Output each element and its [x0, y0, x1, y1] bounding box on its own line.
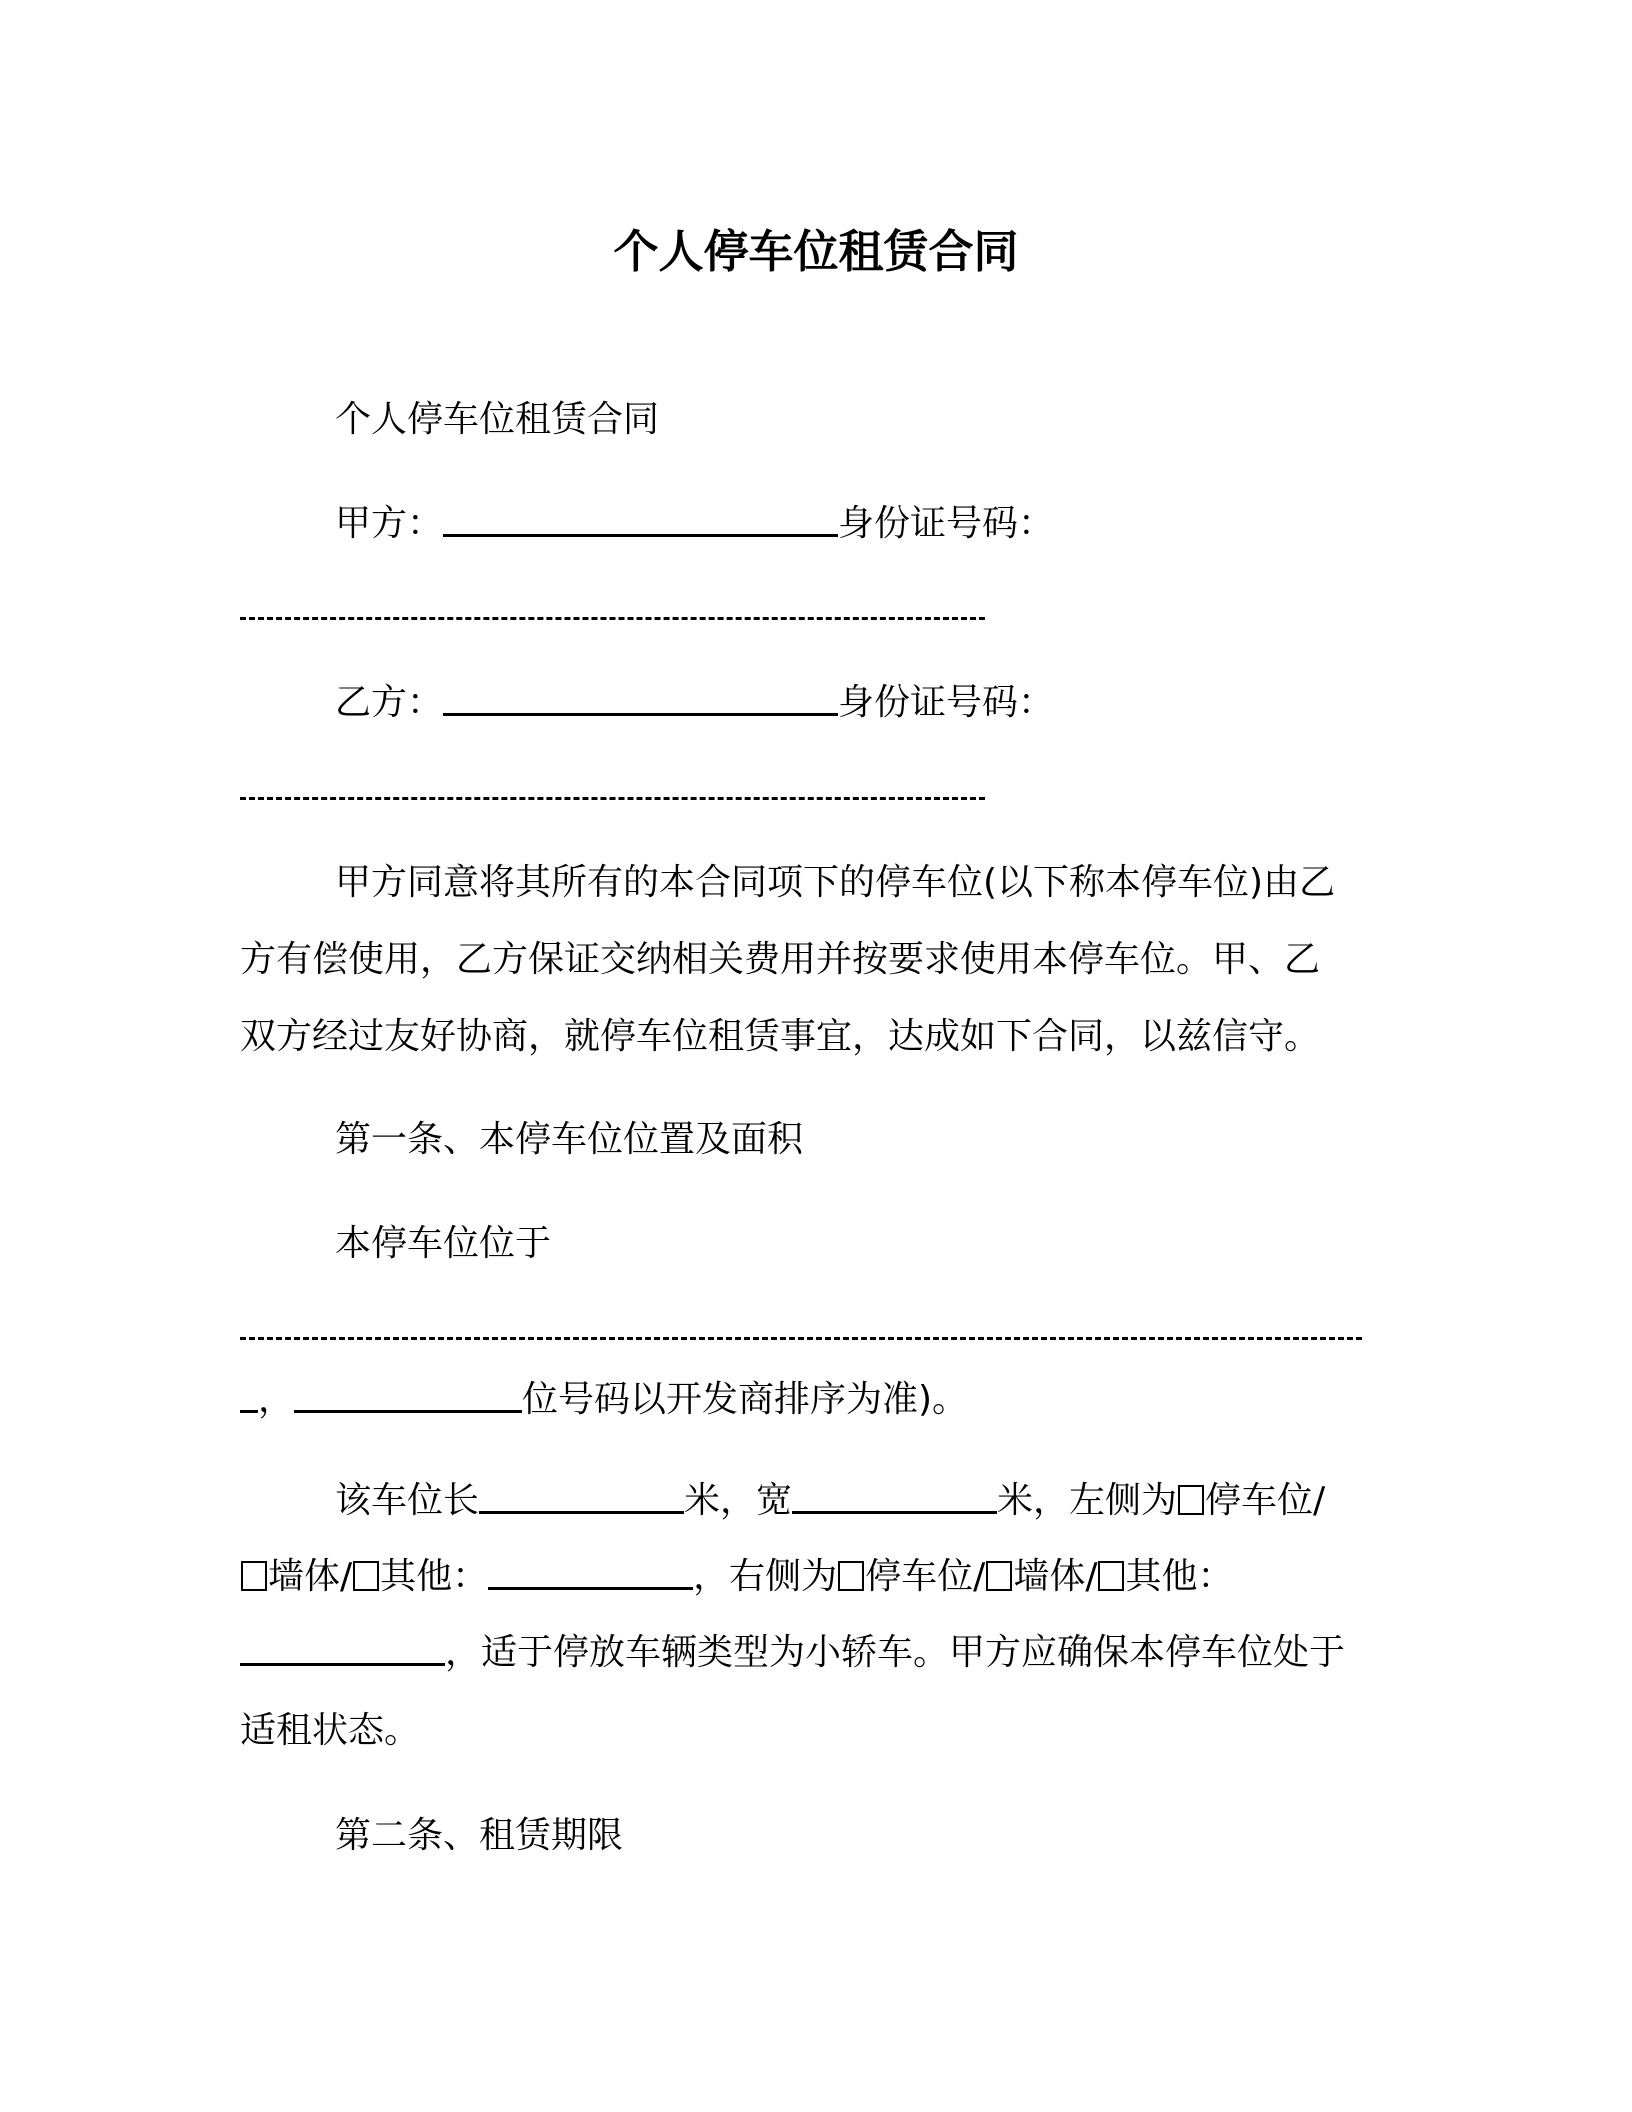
article-1-heading: 第一条、本停车位位置及面积 [335, 1119, 804, 1160]
party-b-line [335, 679, 1054, 727]
party-a-id-blank[interactable] [240, 617, 985, 620]
location-blank[interactable] [240, 1337, 1362, 1340]
location-tail-separator: ， [258, 1379, 295, 1420]
size-line-3 [240, 1629, 1345, 1677]
size-line-4: 适租状态。 [240, 1710, 421, 1751]
left-wall-option: 墙体/ [268, 1556, 353, 1597]
right-other-checkbox[interactable] [1098, 1561, 1124, 1591]
right-other-blank[interactable] [240, 1631, 445, 1666]
party-a-id-label: 身份证号码： [838, 503, 1055, 544]
left-parking-option: 停车位/ [1205, 1480, 1326, 1521]
left-other-checkbox[interactable] [353, 1561, 379, 1591]
intro-line-3: 双方经过友好协商，就停车位租赁事宜，达成如下合同，以兹信守。 [240, 1016, 1321, 1057]
parking-number-blank[interactable] [294, 1378, 522, 1413]
intro-line-2: 方有偿使用，乙方保证交纳相关费用并按要求使用本停车位。甲、乙 [240, 939, 1321, 980]
location-tail-line [240, 1376, 968, 1424]
size-line-1 [335, 1477, 1325, 1525]
left-parking-checkbox[interactable] [1178, 1485, 1204, 1515]
article-2-heading: 第二条、租赁期限 [335, 1815, 624, 1856]
size-line-2 [240, 1553, 1233, 1601]
document-title: 个人停车位租赁合同 [613, 225, 1019, 278]
width-blank[interactable] [792, 1479, 997, 1514]
location-label: 本停车位位于 [335, 1223, 552, 1264]
left-side-label: 米，左侧为 [997, 1480, 1178, 1521]
right-parking-option: 停车位/ [865, 1556, 986, 1597]
right-wall-checkbox[interactable] [986, 1561, 1012, 1591]
length-blank[interactable] [479, 1479, 684, 1514]
intro-line-1: 甲方同意将其所有的本合同项下的停车位(以下称本停车位)由乙 [335, 862, 1336, 903]
vehicle-type-text: ，适于停放车辆类型为小轿车。甲方应确保本停车位处于 [445, 1632, 1346, 1673]
right-other-option: 其他： [1125, 1556, 1234, 1597]
party-b-name-blank[interactable] [443, 681, 838, 716]
party-b-id-label: 身份证号码： [838, 682, 1055, 723]
left-other-option: 其他： [380, 1556, 489, 1597]
location-blank-continued[interactable] [240, 1378, 258, 1413]
length-label: 该车位长 [335, 1480, 480, 1521]
width-label: 米，宽 [684, 1480, 793, 1521]
party-a-name-blank[interactable] [443, 502, 838, 537]
location-tail-text: 位号码以开发商排序为准)。 [522, 1379, 969, 1420]
party-b-id-blank[interactable] [240, 797, 985, 800]
right-wall-option: 墙体/ [1013, 1556, 1098, 1597]
party-a-label: 甲方： [335, 503, 444, 544]
right-parking-checkbox[interactable] [838, 1561, 864, 1591]
left-wall-checkbox[interactable] [241, 1561, 267, 1591]
party-b-label: 乙方： [335, 682, 444, 723]
party-a-line [335, 500, 1054, 548]
left-other-blank[interactable] [488, 1555, 693, 1590]
contract-subtitle: 个人停车位租赁合同 [335, 399, 660, 440]
right-side-label: ，右侧为 [693, 1556, 838, 1597]
